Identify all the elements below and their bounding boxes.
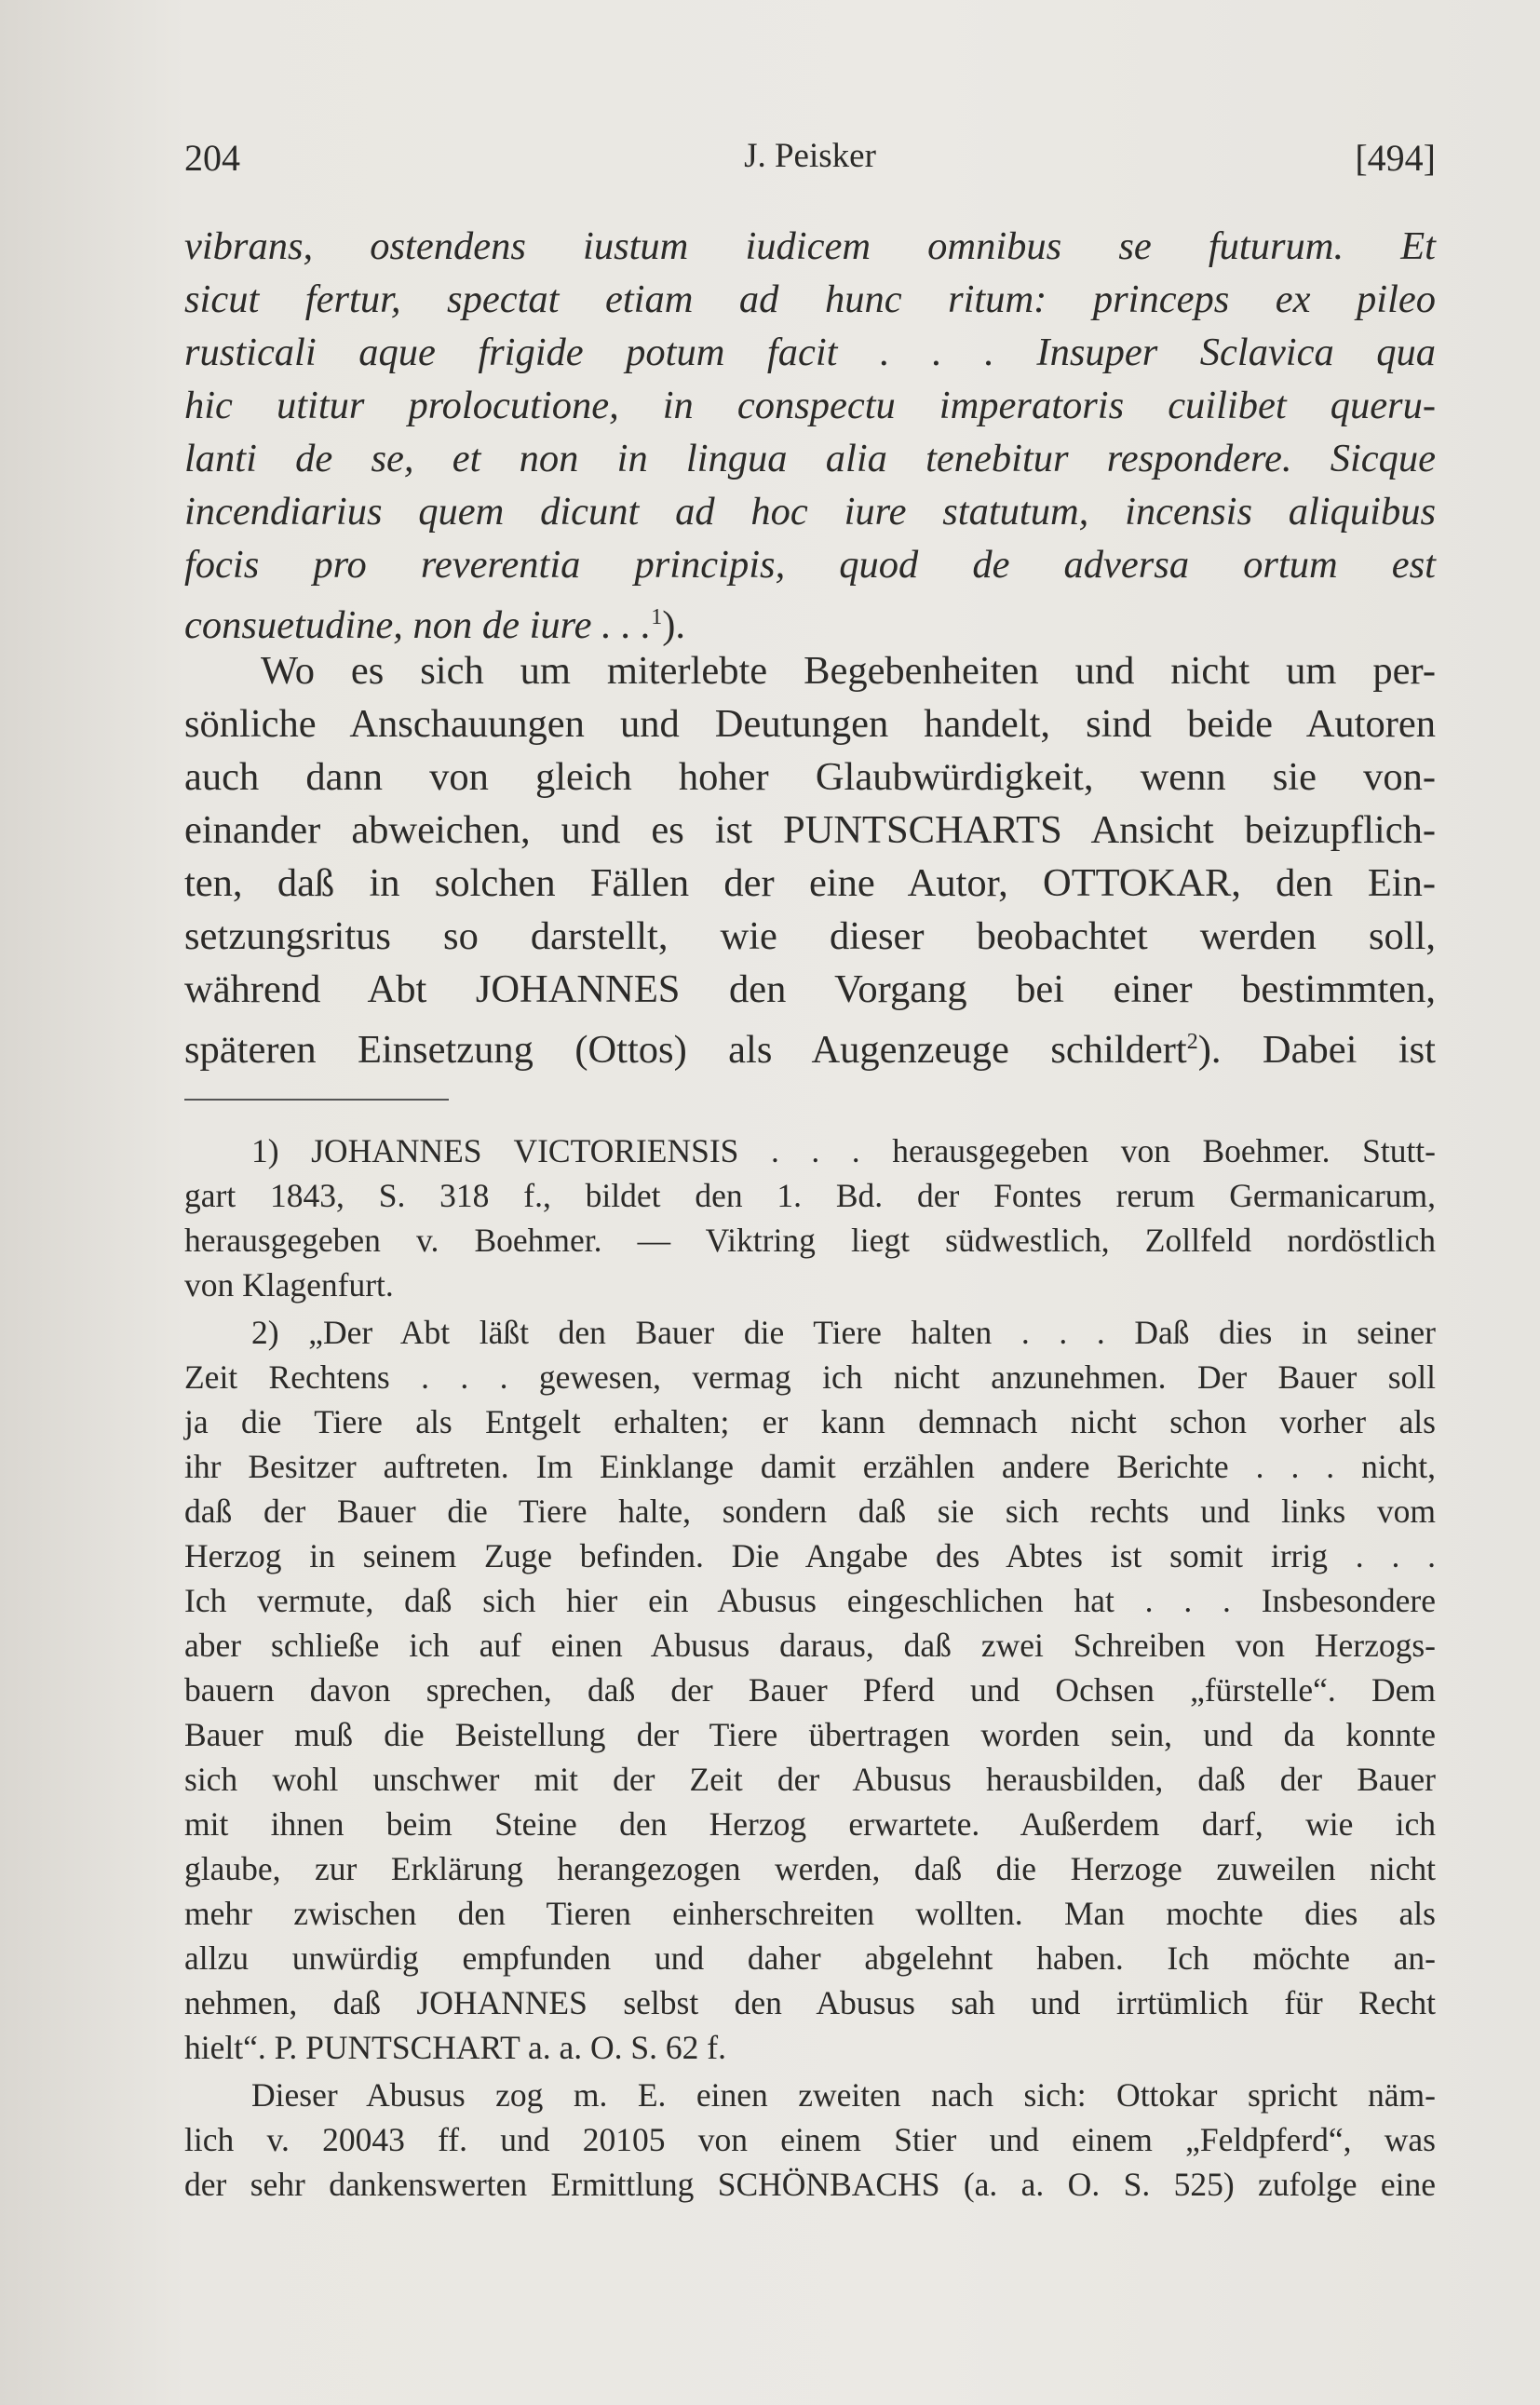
footnote-line: Zeit Rechtens . . . gewesen, vermag ich nicht anzunehmen. Der Bauer soll [184,1358,1436,1396]
body-paragraph [184,644,1436,1073]
footnote-line: allzu unwürdig empfunden und daher abgelehnt haben. Ich möchte an- [184,1939,1436,1977]
footnote-1 [184,1128,1436,1307]
footnote-line: sich wohl unschwer mit der Zeit der Abusus herausbilden, daß der Bauer [184,1761,1436,1798]
footnote-line: bauern davon sprechen, daß der Bauer Pferd und Ochsen „fürstelle“. Dem [184,1671,1436,1709]
text-line: setzungsritus so darstellt, wie dieser beobachtet werden soll, [184,914,1436,958]
text-line: Wo es sich um miterlebte Begebenheiten und nicht um per- [261,649,1436,693]
footnote-2 [184,1310,1436,2070]
text-line: einander abweichen, und es ist PUNTSCHARTS Ansicht beizupflich- [184,808,1436,852]
footnote-line: 1) JOHANNES VICTORIENSIS . . . herausgegeben von Boehmer. Stutt- [251,1132,1436,1169]
text-line: hic utitur prolocutione, in conspectu imperatoris cuilibet queru- [184,384,1436,427]
text-line: auch dann von gleich hoher Glaubwürdigkeit, wenn sie von- [184,755,1436,799]
footnote-line: mehr zwischen den Tieren einherschreiten wollten. Man mochte dies als [184,1895,1436,1932]
main-text [184,220,1436,1073]
footnote-line: Herzog in seinem Zuge befinden. Die Angabe des Abtes ist somit irrig . . . [184,1537,1436,1574]
footnote-2-continuation [184,2073,1436,2207]
footnote-line: nehmen, daß JOHANNES selbst den Abusus sah und irrtümlich für Recht [184,1984,1436,2021]
body-end: späteren Einsetzung (Ottos) als Augenzeuge schildert [184,1028,1187,1073]
text-line: sönliche Anschauungen und Deutungen handelt, sind beide Autoren [184,702,1436,746]
text-line [184,1016,1436,1073]
footnote-line: ihr Besitzer auftreten. Im Einklange damit erzählen andere Berichte . . . nicht, [184,1448,1436,1485]
latin-quotation [184,220,1436,648]
footnote-line: der sehr dankenswerten Ermittlung SCHÖNBACHS (a. a. O. S. 525) zufolge eine [184,2166,1436,2203]
footnote-divider [184,1099,449,1101]
text-line: während Abt JOHANNES den Vorgang bei einer bestimmten, [184,967,1436,1011]
footnote-line: 2) „Der Abt läßt den Bauer die Tiere halten . . . Daß dies in seiner [251,1314,1436,1351]
footnote-line: hielt“. P. PUNTSCHART a. a. O. S. 62 f. [184,2029,726,2066]
page-number: 204 [184,137,240,179]
footnote-line: Dieser Abusus zog m. E. einen zweiten nach sich: Ottokar spricht näm- [251,2076,1436,2114]
text-line: rusticali aque frigide potum facit . . . Insuper Sclavica qua [184,331,1436,374]
footnote-line: gart 1843, S. 318 f., bildet den 1. Bd. der Fontes rerum Germanicarum, [184,1177,1436,1214]
text-line: focis pro reverentia principis, quod de adversa ortum est [184,543,1436,587]
text-line [184,591,1436,648]
quote-close: ). [662,603,686,648]
body-tail: ). Dabei ist [1197,1028,1436,1073]
footnotes [184,1128,1436,2207]
footnote-ref-1: 1 [651,605,663,629]
running-header [184,136,1436,192]
text-line: ten, daß in solchen Fällen der eine Autor, OTTOKAR, den Ein- [184,861,1436,905]
footnote-line: aber schließe ich auf einen Abusus daraus, daß zwei Schreiben von Herzogs- [184,1627,1436,1664]
text-line: lanti de se, et non in lingua alia tenebitur respondere. Sicque [184,437,1436,480]
footnote-line: lich v. 20043 ff. und 20105 von einem Stier und einem „Feldpferd“, was [184,2121,1436,2158]
footnote-line: von Klagenfurt. [184,1266,394,1304]
text-line: incendiarius quem dicunt ad hoc iure statutum, incensis aliquibus [184,490,1436,534]
text-line: vibrans, ostendens iustum iudicem omnibus se futurum. Et [184,224,1436,268]
footnote-ref-2: 2 [1186,1030,1198,1054]
footnote-line: Ich vermute, daß sich hier ein Abusus eingeschlichen hat . . . Insbesondere [184,1582,1436,1619]
footnote-line: ja die Tiere als Entgelt erhalten; er kann demnach nicht schon vorher als [184,1403,1436,1440]
footnote-line: herausgegeben v. Boehmer. — Viktring liegt südwestlich, Zollfeld nordöstlich [184,1222,1436,1259]
running-title: J. Peisker [744,137,876,175]
footnote-line: daß der Bauer die Tiere halte, sondern daß sie sich rechts und links vom [184,1493,1436,1530]
quote-end: consuetudine, non de iure . . . [184,603,652,648]
text-line: sicut fertur, spectat etiam ad hunc ritum: princeps ex pileo [184,277,1436,321]
footnote-line: mit ihnen beim Steine den Herzog erwartete. Außerdem darf, wie ich [184,1805,1436,1843]
footnote-line: glaube, zur Erklärung herangezogen werden, daß die Herzoge zuweilen nicht [184,1850,1436,1887]
original-page-number: [494] [1355,137,1436,179]
footnote-line: Bauer muß die Beistellung der Tiere übertragen worden sein, und da konnte [184,1716,1436,1753]
